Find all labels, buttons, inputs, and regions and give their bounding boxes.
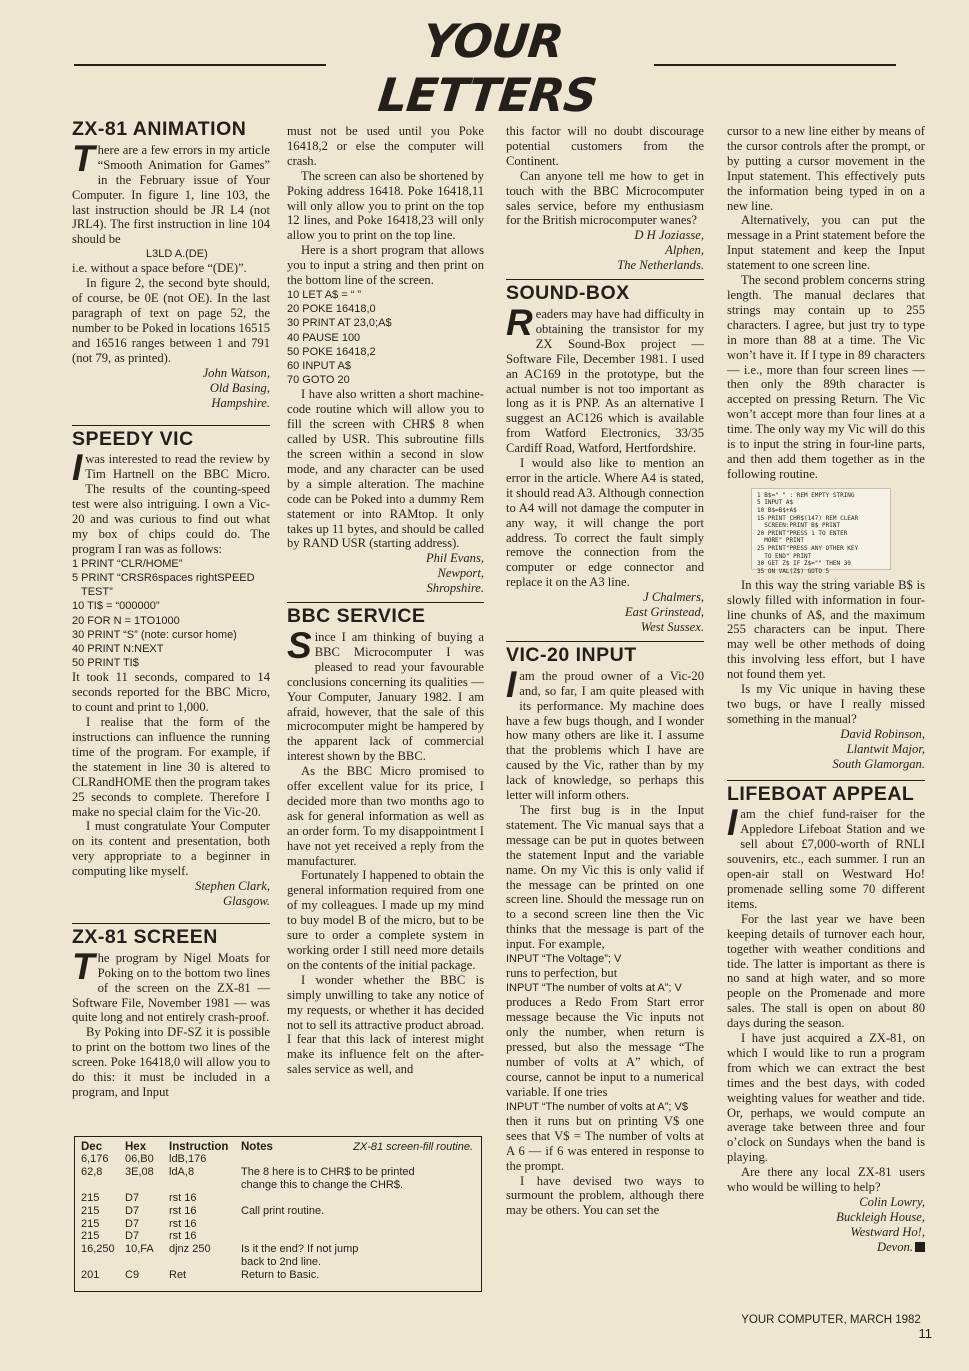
table-cell — [81, 1179, 125, 1192]
signature-name: John Watson, — [202, 365, 270, 380]
table-cell: rst 16 — [169, 1217, 197, 1230]
table-cell: rst 16 — [169, 1204, 197, 1217]
letter-paragraph: Iam the chief fund-raiser for the Appledore Lifeboat Station and we sell about £7,000-worth of RNLI souvenirs, etc., each summer. I run an open-air stall on Westward Ho! promenade selling some 70 different items. — [727, 802, 925, 911]
letter-paragraph: Readers may have had difficulty in obtaining the transistor for my ZX Sound-Box project — Software File, December 1981. I used an AC169 in the prototype, but the actual number is not too important as long as it is PNP. As an alternative I suggest an AC126 which is available from Watford Electronics, 33/35 Cardiff Road, Watford, Hertfordshire. — [506, 301, 704, 456]
signature-place: Old Basing, — [209, 380, 270, 395]
letter-paragraph: I have just acquired a ZX-81, on which I would like to run a program from which we can extract the best times and the best days, with coded weighting values for weather and tide. Or, perhaps, we would compute an average take between three and four o’clock on Sundays when the band is playing. — [727, 1031, 925, 1165]
letter-paragraph: In this way the string variable B$ is slowly filled with information in four-line chunks of A$, and the maximum 255 characters can be input. There may well be other methods of doing this involving less effort, but I have not found them yet. — [727, 577, 925, 682]
screen-fill-table — [74, 1136, 482, 1292]
letter-paragraph: Is my Vic unique in having these two bugs, or have I really missed something in the manual? — [727, 682, 925, 726]
table-cell: 6,176 — [81, 1153, 109, 1165]
letter-paragraph: There are a few errors in my article “Smooth Animation for Games” in the February issue of Your Computer. In figure 1, line 103, the last instruction should be JR L4 (not JRL4). The first instruction in line 104 should be — [72, 137, 270, 247]
signature-place: Newport, — [437, 566, 484, 581]
end-mark-icon — [915, 1242, 925, 1252]
letter-paragraph: Iwas interested to read the review by Tim Hartnell on the BBC Micro. The results of the counting-speed test were also intriguing. I own a Vic-20 and was curious to find out what my box of chips could do. The program I ran was as follows: — [72, 447, 270, 556]
signature-name: David Robinson, — [840, 726, 925, 741]
letter-paragraph: Are there any local ZX-81 users who would be willing to help? — [727, 1165, 925, 1195]
signature-place: South Glamorgan. — [832, 756, 925, 771]
listing-line: 20 PRINT"PRESS 1 TO ENTER — [757, 529, 848, 537]
letter-paragraph: For the last year we have been keeping details of turnover each hour, together with weather conditions and tide. The latter is important as there is no sand at high water, and so more people on the Promenade and more sales. The stall is open on about 80 days during the season. — [727, 911, 925, 1031]
letter-paragraph: this factor will no doubt discourage potential customers from the Continent. — [506, 124, 704, 168]
table-row — [81, 1243, 475, 1256]
letter-heading-speedy-vic: SPEEDY VIC — [72, 427, 194, 450]
code-line: INPUT “The number of volts at A”; V — [506, 982, 682, 995]
table-cell: ldB,176 — [169, 1153, 207, 1165]
table-cell: 06,B0 — [125, 1153, 154, 1165]
code-line: INPUT “The Voltage”; V — [506, 953, 622, 966]
code-line: TEST” — [72, 586, 113, 599]
code-line: 70 GOTO 20 — [287, 374, 350, 387]
code-line: 30 PRINT AT 23,0;A$ — [287, 317, 392, 330]
table-row — [81, 1179, 475, 1192]
table-cell: Call print routine. — [241, 1204, 325, 1217]
letter-heading-zx81-screen: ZX-81 SCREEN — [72, 925, 218, 948]
table-cell: D7 — [125, 1191, 140, 1204]
letter-paragraph: The first bug is in the Input statement. The Vic manual says that a message can be put in quotes between the statement Input and the variable name. On my Vic this is only valid if the message can be printed on one screen line. Should the message run on to a second screen line then the Vic thinks that the message is part of the input. For example, — [506, 802, 704, 952]
listing-line: 10 B$=B$+A$ — [757, 506, 797, 514]
drop-cap: I — [727, 802, 738, 844]
table-row — [81, 1256, 475, 1269]
table-header: Hex — [125, 1141, 147, 1153]
letter-paragraph: must not be used until you Poke 16418,2 or else the computer will crash. — [287, 124, 484, 168]
table-cell — [81, 1256, 125, 1269]
listing-line: 35 ON VAL(Z$) GOTO 5 — [757, 567, 830, 575]
code-line: 20 POKE 16418,0 — [287, 303, 376, 316]
letter-heading-zx81-animation: ZX-81 ANIMATION — [72, 118, 247, 140]
listing-line: 1 B$=" " : REM EMPTY STRING — [757, 491, 855, 499]
signature-place: Shropshire. — [426, 581, 484, 596]
table-cell: 3E,08 — [125, 1165, 154, 1178]
table-cell: 215 — [81, 1217, 100, 1230]
table-cell — [241, 1230, 461, 1243]
table-cell: change this to change the CHR$. — [241, 1178, 404, 1191]
letter-paragraph: Fortunately I happened to obtain the general information required from one of my colleagues. I made up my mind to buy model B of the micro, but to be sure to order a complete system in working order I still need more details on the contents of the initial package. — [287, 868, 484, 972]
letter-paragraph: I realise that the form of the instructions can influence the running time of the program. For example, if the statement in line 30 is altered to CLRandHOME then the program takes 25 seconds to complete. Therefore I make no special claim for the Vic-20. — [72, 715, 270, 819]
letter-heading-sound-box: SOUND-BOX — [506, 282, 630, 305]
table-cell: Is it the end? If not jump — [241, 1243, 359, 1256]
code-line: 10 LET A$ = “ ” — [287, 288, 362, 301]
listing-line: 25 PRINT"PRESS ANY OTHER KEY — [757, 544, 859, 552]
table-cell: 62,8 — [81, 1165, 103, 1178]
table-cell: 10,FA — [125, 1243, 154, 1256]
table-cell: 201 — [81, 1269, 100, 1282]
table-cell: rst 16 — [169, 1230, 197, 1243]
footer-publication: YOUR COMPUTER, MARCH 1982 — [741, 1314, 921, 1326]
table-cell — [241, 1192, 461, 1205]
table-row — [81, 1269, 475, 1282]
signature-place: Westward Ho!, — [850, 1224, 925, 1239]
code-line: 20 FOR N = 1TO1000 — [72, 614, 180, 627]
letter-paragraph: I would also like to mention an error in the article. Where A4 is stated, it should read A3. Although connection to A4 will not damage the computer in any way, it will change the port address. To correct the fault simply remove the connection from the computer or edge connector and replace it on the A3 line. — [506, 456, 704, 590]
program-listing — [751, 488, 891, 575]
table-cell: 215 — [81, 1204, 100, 1217]
section-divider — [727, 780, 925, 781]
letter-paragraph: Here is a short program that allows you to input a string and then print on the bottom line of the screen. — [287, 243, 484, 288]
table-cell: C9 — [125, 1269, 140, 1282]
table-body — [81, 1153, 475, 1282]
table-cell: Return to Basic. — [241, 1269, 320, 1282]
drop-cap: R — [506, 301, 533, 343]
signature-place: Buckleigh House, — [836, 1209, 925, 1224]
letter-paragraph: Since I am thinking of buying a BBC Microcomputer I was pleased to read your favourable conclusions concerning its qualities — Your Computer, January 1982. I am afraid, however, that the sale of this microcomputer might be hampered by the apparent lack of commercial interest shown by the BBC. — [287, 624, 484, 764]
table-cell: 215 — [81, 1191, 100, 1204]
letter-heading-vic20-input: VIC-20 INPUT — [506, 643, 637, 666]
table-header: Notes — [241, 1141, 273, 1153]
page-footer — [726, 1314, 932, 1341]
code-line: 5 PRINT “CRSR6spaces rightSPEED — [72, 571, 255, 584]
drop-cap: I — [506, 663, 517, 705]
section-divider — [72, 425, 270, 426]
listing-line: 5 INPUT A$ — [757, 499, 794, 507]
letter-paragraph: produces a Redo From Start error message because the Vic inputs not only the number, when return is pressed, but also the message “The number of volts at A” which, of course, cannot be input to a numerical variable. If one tries — [506, 995, 704, 1099]
table-row — [81, 1153, 475, 1166]
table-cell — [125, 1256, 169, 1269]
table-row — [81, 1192, 475, 1205]
listing-line: MORE" PRINT — [757, 537, 804, 545]
table-cell — [241, 1218, 461, 1231]
letter-paragraph: I have devised two ways to surmount the problem, although there may be others. You can set the — [506, 1173, 704, 1218]
table-cell: D7 — [125, 1204, 140, 1217]
table-cell — [169, 1179, 241, 1192]
code-line: 30 PRINT “S” (note: cursor home) — [72, 628, 237, 641]
section-divider — [506, 641, 704, 642]
table-cell: 16,250 — [81, 1243, 115, 1256]
header-rule-right — [654, 64, 896, 66]
listing-line: TO END" PRINT — [757, 552, 812, 560]
table-cell: 215 — [81, 1230, 100, 1243]
table-header: Dec — [81, 1141, 103, 1153]
letter-paragraph: Alternatively, you can put the message in a Print statement before the Input statement and keep the Input statement to one screen line. — [727, 213, 925, 273]
table-row — [81, 1205, 475, 1218]
letter-paragraph: cursor to a new line either by means of the cursor controls after the prompt, or by putting a cursor movement in the Input statement. This effectively puts the information being typed in on a new line. — [727, 124, 925, 213]
section-divider — [506, 279, 704, 280]
letter-paragraph: The screen can also be shortened by Poking address 16418. Poke 16418,11 will only allow you to print on the top 12 lines, and Poke 16418,23 will only allow you to print on the top line. — [287, 168, 484, 243]
signature-place: The Netherlands. — [617, 258, 704, 273]
letter-paragraph: I have also written a short machine-code routine which will allow you to fill the screen with CHR$ 8 when called by USR. This subroutine fills the screen within a second in slow mode, and any character can be used by a simple alteration. The machine code can be Poked into a dummy Rem statement or into RAMtop. It only takes up 11 bytes, and should be called by RAND USR (starting address). — [287, 387, 484, 551]
section-divider — [287, 602, 484, 603]
table-cell — [169, 1256, 241, 1269]
column-1 — [72, 120, 270, 1100]
signature-place: West Sussex. — [640, 620, 704, 634]
table-cell: djnz 250 — [169, 1243, 211, 1256]
table-row — [81, 1166, 475, 1179]
signature-place: East Grinstead, — [624, 605, 704, 620]
signature-name: Colin Lowry, — [859, 1195, 925, 1209]
drop-cap: I — [72, 447, 83, 489]
letter-paragraph: runs to perfection, but — [506, 966, 618, 981]
letter-paragraph: i.e. without a space before “(DE)”. — [72, 261, 247, 276]
drop-cap: S — [287, 624, 312, 666]
table-caption: ZX-81 screen-fill routine. — [353, 1141, 473, 1153]
code-line: 1 PRINT “CLR/HOME” — [72, 557, 183, 570]
letter-paragraph: I wonder whether the BBC is simply unwilling to take any notice of my requests, or whether it has decided not to sell its attractive product abroad. I fear that this lack of interest might make its influence felt on the after-sales service as well, and — [287, 972, 484, 1077]
table-cell: ldA,8 — [169, 1165, 195, 1178]
table-cell: back to 2nd line. — [241, 1256, 322, 1269]
letter-paragraph: By Poking into DF-SZ it is possible to print on the bottom two lines of the screen. Poke 16418,0 will allow you to do this: it must be included in a program, and Input — [72, 1025, 270, 1099]
letter-paragraph: Can anyone tell me how to get in touch with the BBC Microcomputer sales service, before my enthusiasm for the British microcomputer wanes? — [506, 168, 704, 228]
table-cell — [241, 1153, 461, 1166]
page-title: YOUR LETTERS — [375, 14, 599, 122]
letter-paragraph: I must congratulate Your Computer on its content and presentation, both very appropriate to a beginner in computing like myself. — [72, 819, 270, 879]
letter-paragraph: The program by Nigel Moats for Poking on to the bottom two lines of the screen on the ZX-81 — Software File, November 1981 — was quite long and not entirely crash-proof. — [72, 945, 270, 1025]
code-listing — [72, 557, 270, 671]
code-line: INPUT “The number of volts at A”; V$ — [506, 1100, 688, 1113]
column-4 — [727, 124, 925, 1255]
table-row — [81, 1218, 475, 1231]
listing-line: 15 PRINT CHR$(147) REM CLEAR — [757, 514, 859, 522]
table-cell — [125, 1179, 169, 1192]
code-line: 40 PRINT N:NEXT — [72, 642, 164, 655]
signature-name: Phil Evans, — [425, 551, 484, 566]
signature-place: Devon. — [727, 1240, 925, 1255]
column-3 — [506, 124, 704, 1218]
letter-paragraph: Iam the proud owner of a Vic-20 and, so far, I am quite pleased with its performance. My machine does have a few bugs though, and I wonder how many others are like it. I assume that the problems which I have are caused by the Vic, rather than by my lack of knowledge, so perhaps this letter will inform others. — [506, 663, 704, 803]
signature-place: Alphen, — [665, 243, 704, 258]
drop-cap: T — [72, 945, 95, 987]
code-line: 60 INPUT A$ — [287, 359, 351, 372]
letter-paragraph: It took 11 seconds, compared to 14 seconds reported for the BBC Micro, to count and print to 1,000. — [72, 670, 270, 715]
letter-paragraph: then it runs but on printing V$ one sees that V$ = The number of volts at A 6 — if 6 was entered in response to the prompt. — [506, 1113, 704, 1173]
letter-paragraph: As the BBC Micro promised to offer excellent value for its price, I decided more than two months ago to ask for general information as well as an order form. To my disappointment I have not yet received a reply from the manufacturer. — [287, 764, 484, 868]
table-cell: rst 16 — [169, 1191, 197, 1204]
table-cell: The 8 here is to CHR$ to be printed — [241, 1165, 415, 1178]
section-divider — [72, 923, 270, 924]
signature-place: Llantwit Major, — [846, 741, 925, 756]
signature-name: D H Joziasse, — [634, 228, 704, 243]
letter-paragraph: The second problem concerns string length. The manual declares that strings may contain up to 255 characters. I agree, but just try to type in more than 88 at a time. The Vic won’t have it. If I type in 89 characters — i.e., more than four screen lines — then only the 89th character is accepted on pressing Return. The Vic won’t accept more than four lines at a time. The only way my Vic will do this is to input the string in four-line parts, and then add them together as in the following routine. — [727, 273, 925, 481]
code-listing — [287, 288, 484, 387]
table-header: Instruction — [169, 1141, 229, 1153]
letter-paragraph: In figure 2, the second byte should, of course, be 0E (not OE). In the last paragraph of text on page 52, the number to be Poked in locations 16515 and 16516 ranges between 1 and 791 (not 79, as printed). — [72, 276, 270, 365]
listing-line: 30 GET Z$ IF Z$="" THEN 30 — [757, 560, 851, 568]
page-number: 11 — [918, 1326, 932, 1341]
header-rule-left — [74, 64, 326, 66]
table-cell: D7 — [125, 1217, 140, 1230]
code-line: 50 POKE 16418,2 — [287, 345, 376, 358]
signature-name: J Chalmers, — [643, 590, 704, 605]
letter-heading-bbc-service: BBC SERVICE — [287, 605, 426, 628]
table-cell: Ret — [169, 1269, 187, 1282]
code-line: 40 PAUSE 100 — [287, 331, 361, 344]
column-2 — [287, 124, 484, 1077]
signature-name: Stephen Clark, — [195, 879, 270, 894]
letter-heading-lifeboat-appeal: LIFEBOAT APPEAL — [727, 782, 915, 805]
signature-place: Glasgow. — [223, 893, 270, 908]
code-line: L3LD A.(DE) — [146, 248, 208, 261]
code-line: 50 PRINT TI$ — [72, 657, 139, 670]
signature-place: Hampshire. — [211, 395, 270, 410]
table-cell: D7 — [125, 1230, 140, 1243]
drop-cap: T — [72, 137, 95, 179]
code-line: 10 TI$ = “000000” — [72, 600, 160, 613]
table-row — [81, 1230, 475, 1243]
listing-line: SCREEN:PRINT B$ PRINT — [757, 522, 841, 530]
